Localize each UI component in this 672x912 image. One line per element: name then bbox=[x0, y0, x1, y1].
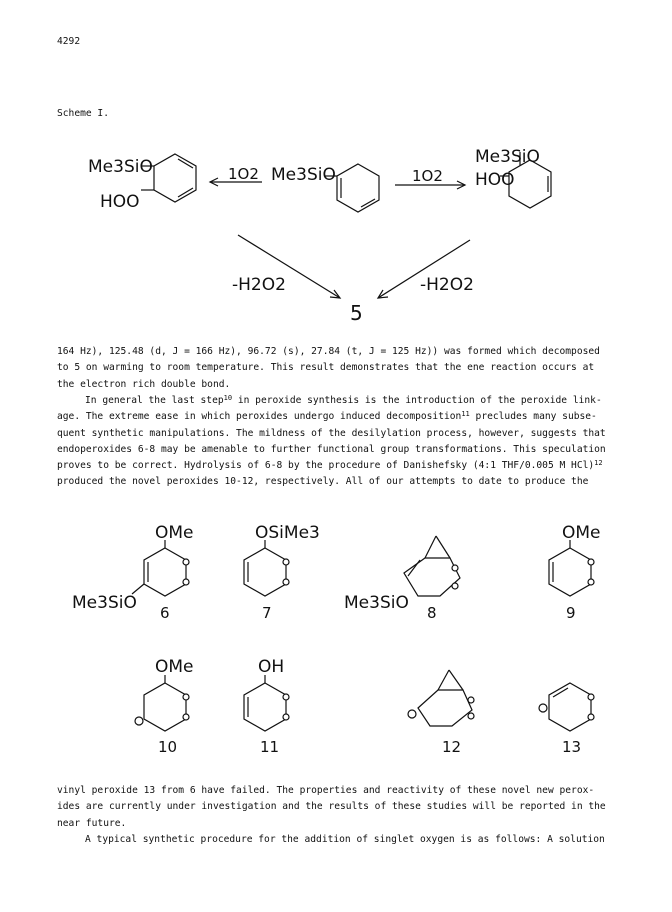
structure-7-sub: OSiMe3 bbox=[255, 523, 320, 543]
ref-11: 11 bbox=[461, 410, 470, 419]
scheme-diagram bbox=[0, 130, 672, 330]
ref-12: 12 bbox=[594, 459, 603, 468]
p3-line: ides are currently under investigation and the results of these studies will be reported in the bbox=[57, 801, 606, 813]
structure-10-sub: OMe bbox=[155, 657, 194, 677]
structure-6-number: 6 bbox=[160, 604, 170, 622]
structure-11-sub: OH bbox=[258, 657, 285, 677]
structure-7-number: 7 bbox=[262, 604, 272, 622]
p1-line: the electron rich double bond. bbox=[57, 378, 231, 390]
center-reactant-ring bbox=[337, 164, 379, 212]
p2-text: age. The extreme ease in which peroxides undergo induced decomposition bbox=[57, 411, 462, 423]
paragraph-2 bbox=[57, 393, 627, 491]
left-product-top-label: Me3SiO bbox=[88, 157, 153, 177]
loss-right: -H2O2 bbox=[420, 275, 474, 295]
structure-6-sub: OMe bbox=[155, 523, 194, 543]
page-number: 4292 bbox=[57, 36, 81, 47]
right-product-bottom-label: HOO bbox=[475, 170, 515, 190]
left-product-ring bbox=[154, 154, 196, 202]
p2-text: precludes many subse- bbox=[469, 411, 597, 423]
p4-line: A typical synthetic procedure for the addition of singlet oxygen is as follows: A solution bbox=[85, 833, 605, 845]
right-product-top-label: Me3SiO bbox=[475, 147, 540, 167]
structures-figure bbox=[0, 518, 672, 778]
structure-6-ring bbox=[144, 548, 186, 596]
structure-7-ring bbox=[244, 548, 286, 596]
product-number: 5 bbox=[350, 301, 363, 325]
loss-left: -H2O2 bbox=[232, 275, 286, 295]
structure-13-number: 13 bbox=[562, 738, 582, 756]
structure-9-ring bbox=[549, 548, 591, 596]
p1-line: to 5 on warming to room temperature. This result demonstrates that the ene reaction occurs at bbox=[57, 362, 595, 374]
structure-12-number: 12 bbox=[442, 738, 462, 756]
p2-text: in peroxide synthesis is the introduction of the peroxide link- bbox=[232, 395, 602, 406]
p2-text: proves to be correct. Hydrolysis of 6-8 by the procedure of Danishefsky (4:1 THF/0.005 M HCl) bbox=[57, 460, 595, 472]
p3-line: vinyl peroxide 13 from 6 have failed. The properties and reactivity of these novel new perox- bbox=[57, 785, 595, 796]
scheme-label: Scheme I. bbox=[57, 108, 109, 119]
p2-line: endoperoxides 6-8 may be amenable to further functional group transformations. This speculation bbox=[57, 443, 606, 455]
center-reactant-label: Me3SiO bbox=[271, 165, 336, 185]
structure-9-number: 9 bbox=[566, 604, 576, 622]
paragraph-3 bbox=[57, 783, 627, 848]
structure-8-number: 8 bbox=[427, 604, 437, 622]
p2-line: produced the novel peroxides 10-12, respectively. All of our attempts to date to produce the bbox=[57, 476, 589, 488]
structure-9-sub: OMe bbox=[562, 523, 601, 543]
structure-8-ring bbox=[404, 558, 460, 596]
p2-text: In general the last step bbox=[85, 395, 224, 406]
structure-10-ring bbox=[144, 683, 186, 731]
structure-8-side: Me3SiO bbox=[344, 593, 409, 613]
reagent-right: 1O2 bbox=[412, 167, 443, 185]
reagent-left: 1O2 bbox=[228, 165, 259, 183]
paragraph-1 bbox=[57, 344, 627, 393]
p1-line: 164 Hz), 125.48 (d, J = 166 Hz), 96.72 (s), 27.84 (t, J = 125 Hz)) was formed which decomposed bbox=[57, 346, 600, 357]
p3-line: near future. bbox=[57, 817, 127, 829]
structure-11-ring bbox=[244, 683, 286, 731]
structure-13-ring bbox=[549, 683, 591, 731]
p2-line: quent synthetic manipulations. The mildness of the desilylation process, however, suggests that bbox=[57, 427, 606, 439]
structure-10-number: 10 bbox=[158, 738, 178, 756]
right-product-ring bbox=[509, 160, 551, 208]
left-product-bottom-label: HOO bbox=[100, 192, 140, 212]
structure-6-side: Me3SiO bbox=[72, 593, 137, 613]
ref-10: 10 bbox=[223, 394, 233, 402]
structure-12-ring bbox=[418, 690, 472, 726]
structure-11-number: 11 bbox=[260, 738, 280, 756]
